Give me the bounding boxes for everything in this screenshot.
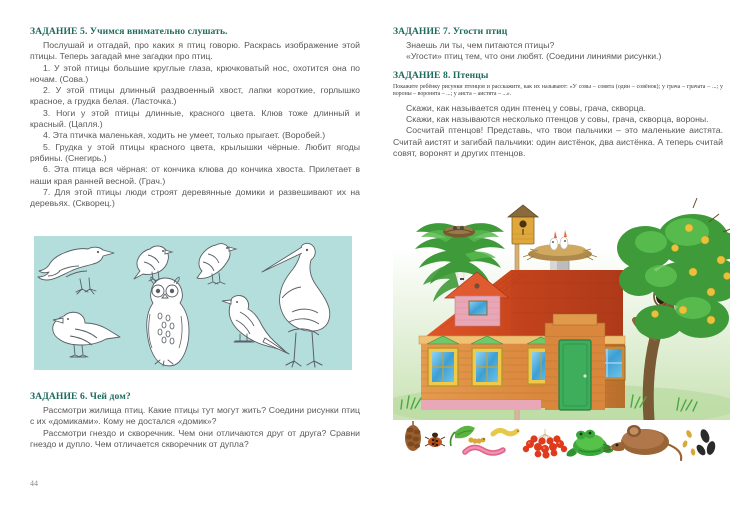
task-7-paragraph-2: «Угости» птиц тем, что они любят. (Соедини линиями рисунки.) (406, 51, 662, 62)
task-8-paragraph-3: Сосчитай птенцов! Представь, что твои пальчики – это маленькие аистята. Считай аистят и загибай пальчики: один аистёнок, два аистёнка. А теперь считай совят, воронят и других птенцов. (393, 125, 723, 158)
task-5-paragraph-3: 2. У этой птицы длинный раздвоенный хвост, лапки короткие, горлышко красное, а грудка белая. (Ласточка.) (30, 85, 360, 107)
caterpillar-on-leaf-graphic (451, 426, 486, 446)
mouse-graphic (602, 425, 681, 460)
bird-food-row (393, 420, 730, 466)
task-7-paragraph-1: Знаешь ли ты, чем питаются птицы? (406, 40, 555, 50)
task-5-heading: ЗАДАНИЕ 5. Учимся внимательно слушать. (30, 26, 228, 37)
task-5-paragraph-6: 5. Грудка у этой птицы красного цвета, крылышки чёрные. Любит ягоды рябины. (Снегирь.) (30, 141, 360, 163)
task-7-heading: ЗАДАНИЕ 7. Угости птиц (393, 26, 508, 37)
task-5-paragraph-1: Послушай и отгадай, про каких я птиц говорю. Раскрась изображение этой птицы. Теперь загадай мне загадки про птиц. (30, 40, 360, 62)
task-8-paragraph-1: Скажи, как называется один птенец у совы, грача, скворца. (406, 102, 646, 113)
house-scene-illustration (393, 188, 730, 420)
crow-nest-graphic (443, 226, 475, 238)
page-number: 44 (30, 479, 38, 488)
seeds-graphic (682, 428, 717, 457)
task-5-paragraph-2: 1. У этой птицы большие круглые глаза, крючковатый нос, охотится она по ночам. (Сова.) (30, 62, 360, 84)
task-6-heading: ЗАДАНИЕ 6. Чей дом? (30, 391, 131, 402)
task-5-paragraph-7: 6. Эта птица вся чёрная: от кончика клюва до кончика хвоста. Прилетает в наши края ранней весной. (Грач.) (30, 164, 360, 186)
task-6-paragraph-1: Рассмотри жилища птиц. Какие птицы тут могут жить? Соедини рисунки птиц с их «домиками». Кому не достался «домик»? (30, 405, 360, 427)
bird-swallow (210, 292, 306, 360)
pine-cone-graphic (405, 421, 421, 451)
task-8-parent-note: Покажите ребёнку рисунки птенцов и расскажите, как их называют: «У совы – совята (один – совёнок); у грача – грачата – ...; у вороны – воронята – ...; у аиста – аистята – ...». (393, 83, 723, 98)
task-5-paragraph-8: 7. Для этой птицы люди строят деревянные домики и развешивают их на деревьях. (Скворец.) (30, 186, 360, 209)
yellow-caterpillar-graphic (493, 430, 519, 434)
beetle-graphic (425, 433, 445, 447)
task-8-paragraph-2: Скажи, как называются несколько птенцов у совы, грача, скворца, вороны. (406, 114, 709, 125)
left-column (30, 26, 360, 209)
frog-graphic (567, 430, 613, 457)
bird-illustration-panel (34, 236, 352, 370)
right-column (393, 26, 723, 159)
task-6-block (30, 391, 360, 450)
bird-owl (134, 274, 196, 370)
worm-graphic (465, 447, 503, 453)
task-5-paragraph-4: 3. Ноги у этой птицы длинные, красного цвета. Клюв тоже длинный и красный. (Цапля.) (30, 107, 360, 130)
task-5-paragraph-5: 4. Эта птичка маленькая, ходить не умеет, только прыгает. (Воробей.) (43, 130, 326, 141)
task-8-heading: ЗАДАНИЕ 8. Птенцы (393, 69, 489, 81)
rowan-berries-graphic (523, 429, 567, 459)
bird-rook (36, 240, 118, 302)
bird-starling (42, 308, 126, 364)
task-6-paragraph-2: Рассмотри гнездо и скворечник. Чем они отличаются друг от друга? Сравни гнездо и дупло. Чем отличается скворечник от дупла? (30, 427, 360, 449)
